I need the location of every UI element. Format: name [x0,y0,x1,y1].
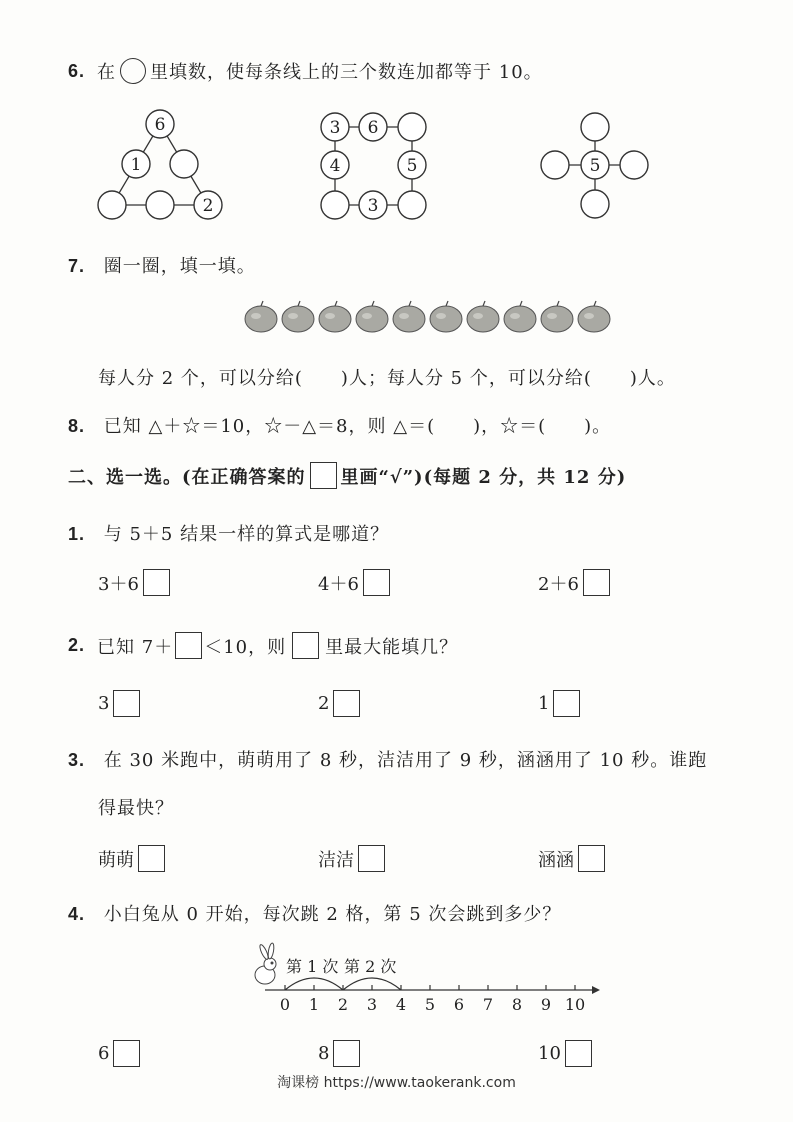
s1-option-c [538,569,610,596]
tick-label: 9 [540,995,552,1014]
s2-option-b [318,690,360,717]
q8-prompt [68,412,611,438]
answer-checkbox[interactable] [113,690,140,717]
s4-prompt [68,900,561,926]
answer-checkbox[interactable] [143,569,170,596]
s3-text-line2: 得最快？ [98,798,174,819]
s1-prompt [68,520,389,546]
blank-box-icon [175,632,202,659]
square-circle-bottom-left[interactable] [321,191,349,219]
triangle-bottom-right-value: 2 [202,196,214,216]
s2-text-b: ＜10，则 [204,636,287,658]
s3-option-b [318,845,385,872]
answer-checkbox[interactable] [565,1040,592,1067]
cross-circle-top[interactable] [581,113,609,141]
answer-checkbox[interactable] [583,569,610,596]
q8-text: 已知 △＋☆＝10，☆－△＝8，则 △＝( )，☆＝( )。 [103,416,612,437]
tick-label: 1 [308,995,320,1014]
s4-option-c [538,1040,592,1067]
option-label: 1 [538,693,550,714]
square-top-mid-value: 6 [367,118,379,138]
s4-option-b [318,1040,360,1067]
option-label: 3 [98,693,110,714]
q7-text: 圈一圈，填一填。 [103,256,256,277]
s1-text: 与 5＋5 结果一样的算式是哪道？ [103,524,390,545]
option-label: 2 [318,693,330,714]
apple-icon[interactable] [429,298,463,334]
square-circle-bottom-right[interactable] [398,191,426,219]
question-number: 4. [68,904,86,924]
apple-icon[interactable] [244,298,278,334]
answer-checkbox[interactable] [363,569,390,596]
tick-label: 5 [424,995,436,1014]
triangle-circle-mid-right[interactable] [170,150,198,178]
option-label: 8 [318,1043,330,1064]
tick-label: 3 [366,995,378,1014]
tick-label: 0 [279,995,291,1014]
cross-circle-bottom[interactable] [581,190,609,218]
option-label: 洁洁 [318,849,354,871]
square-mid-left-value: 4 [329,156,341,176]
apple-icon[interactable] [318,298,352,334]
blank-box-icon [292,632,319,659]
s2-option-a [98,690,140,717]
s1-option-a [98,569,170,596]
s4-text: 小白兔从 0 开始，每次跳 2 格，第 5 次会跳到多少？ [103,904,562,925]
section2-title-before: 二、选一选。(在正确答案的 [68,466,306,488]
s3-option-a [98,845,165,872]
answer-checkbox[interactable] [358,845,385,872]
cross-circle-right[interactable] [620,151,648,179]
apple-icon[interactable] [281,298,315,334]
answer-checkbox[interactable] [578,845,605,872]
s4-option-a [98,1040,140,1067]
s3-text-line1: 在 30 米跑中，萌萌用了 8 秒，洁洁用了 9 秒，涵涵用了 10 秒。谁跑 [103,750,708,771]
triangle-circle-bottom-mid[interactable] [146,191,174,219]
s2-text-c: 里最大能填几？ [325,636,459,658]
answer-checkbox[interactable] [138,845,165,872]
number-line [240,940,620,1015]
footer-watermark: 淘课榜 https://www.taokerank.com [277,1075,516,1091]
q6-figures [0,100,793,230]
section2-title [68,462,626,489]
question-number: 7. [68,256,86,276]
apple-icon[interactable] [503,298,537,334]
cross-center-value: 5 [589,156,601,176]
answer-checkbox[interactable] [333,690,360,717]
s3-option-c [538,845,605,872]
answer-checkbox[interactable] [333,1040,360,1067]
tick-label: 6 [453,995,465,1014]
square-mid-right-value: 5 [406,156,418,176]
apple-icon[interactable] [540,298,574,334]
axis-arrow-icon [592,986,600,994]
rabbit-icon [255,943,276,984]
q6-prompt [68,58,543,84]
tick-label: 2 [337,995,349,1014]
tick-label: 7 [482,995,494,1014]
s2-text-a: 已知 7＋ [97,636,174,658]
q6-text-after: 里填数，使每条线上的三个数连加都等于 10。 [150,62,543,83]
square-circle-top-right[interactable] [398,113,426,141]
q7-line: 每人分 2 个，可以分给( )人；每人分 5 个，可以分给( )人。 [98,368,676,389]
q6-text-before: 在 [97,62,117,83]
option-label: 2＋6 [538,573,579,595]
option-label: 3＋6 [98,573,139,595]
apple-icon[interactable] [355,298,389,334]
question-number: 6. [68,60,86,81]
question-number: 2. [68,635,86,655]
question-number: 1. [68,524,86,544]
answer-checkbox[interactable] [553,690,580,717]
section2-title-after: 里画“√”)(每题 2 分，共 12 分) [340,466,627,488]
option-label: 4＋6 [318,573,359,595]
apple-icon[interactable] [577,298,611,334]
cross-circle-left[interactable] [541,151,569,179]
option-label: 6 [98,1043,110,1064]
q7-prompt [68,252,256,278]
apple-icon[interactable] [392,298,426,334]
tick-label: 4 [395,995,407,1014]
option-label: 萌萌 [98,849,134,871]
apple-icon[interactable] [466,298,500,334]
s2-prompt [68,632,458,659]
tick-label: 8 [511,995,523,1014]
s2-option-c [538,690,580,717]
triangle-circle-bottom-left[interactable] [98,191,126,219]
s3-prompt [68,746,707,772]
option-label: 10 [538,1043,561,1064]
square-top-left-value: 3 [329,118,341,138]
answer-checkbox[interactable] [113,1040,140,1067]
question-number: 3. [68,750,86,770]
sample-checkbox-icon [310,462,337,489]
question-number: 8. [68,416,86,436]
fruit-row [244,298,611,334]
tick-label: 10 [564,995,586,1014]
option-label: 涵涵 [538,849,574,871]
jump-label-1: 第 1 次 [286,957,339,976]
jump-label-2: 第 2 次 [344,957,397,976]
s1-option-b [318,569,390,596]
square-bottom-mid-value: 3 [367,196,379,216]
triangle-top-value: 6 [154,115,166,135]
triangle-mid-left-value: 1 [130,155,142,175]
circle-icon [120,58,146,84]
